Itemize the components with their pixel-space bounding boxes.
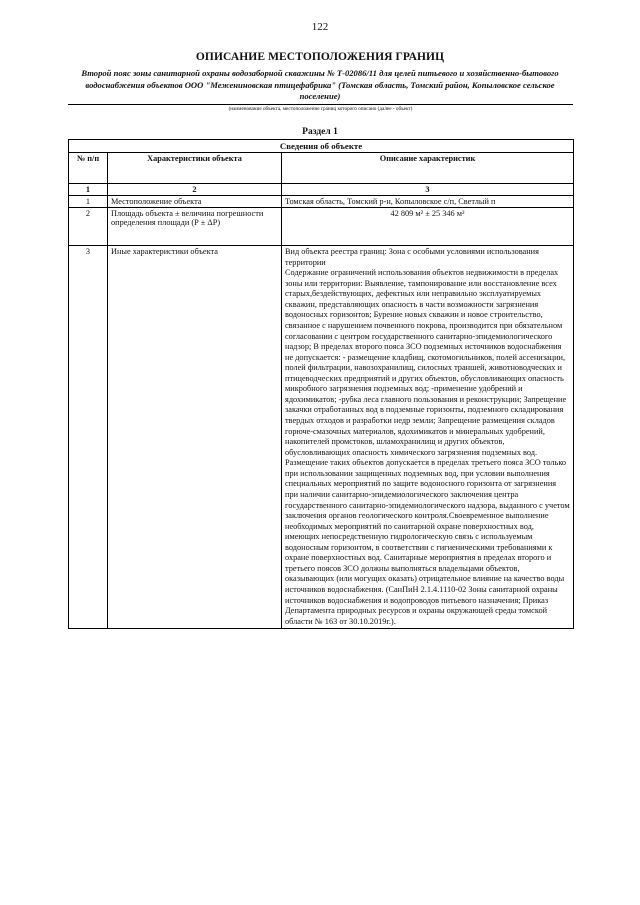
table-row bbox=[69, 196, 574, 208]
header-num: № п/п bbox=[69, 153, 108, 184]
page-number: 122 bbox=[311, 21, 329, 33]
table-row bbox=[69, 208, 574, 246]
column-number: 1 bbox=[69, 184, 108, 196]
table-caption-row bbox=[69, 140, 574, 153]
header-characteristic: Характеристики объекта bbox=[108, 153, 282, 184]
object-caption: (наименование объекта, местоположение границ которого описано (далее - объект) bbox=[228, 106, 413, 112]
row-number: 2 bbox=[69, 208, 108, 246]
object-description: Второй пояс зоны санитарной охраны водозаборной скважины № Т-02086/11 для целей питьевого и хозяйственно-бытового водоснабжения объектов ООО "Межениновская птицефабрика" (Томская область, Томский район, Копыловское сельское поселение) bbox=[81, 68, 559, 102]
row-characteristic: Иные характеристики объекта bbox=[108, 246, 282, 629]
row-number: 3 bbox=[69, 246, 108, 629]
row-characteristic: Площадь объекта ± величина погрешности определения площади (Р ± ΔР) bbox=[108, 208, 282, 246]
row-value: Томская область, Томский р-н, Копыловское с/п, Светлый п bbox=[282, 196, 574, 208]
row-characteristic: Местоположение объекта bbox=[108, 196, 282, 208]
row-value: Вид объекта реестра границ: Зона с особыми условиями использования территории Содержание ограничений использования объектов недвижимости в пределах зоны или территории: Выявление, тампонирование или восстановление всех старых,бездействующих, дефектных или неправильно эксплуатируемых скважин, представляющих опасность в части возможности загрязнения водоносных горизонтов; Бурение новых скважин и новое строительство, связанное с нарушением почвенного покрова, производится при обязательном согласовании с центром государственного санитарно-эпидемиологического надзор; В пределах второго пояса ЗСО подземных источников водоснабжения не допускается: - размещение кладбищ, скотомогильников, полей ассенизации, полей фильтрации, навозохранилищ, силосных траншей, животноводческих и птицеводческих предприятий и других объектов, обусловливающих опасность микробного загрязнения подземных вод; -применение удобрений и ядохимикатов; -рубка леса главного пользования и реконструкции; Запрещение закачки отработанных вод в подземные горизонты, подземного складирования твердых отходов и разработки недр земли; Запрещение размещения складов горюче-смазочных материалов, ядохимикатов и минеральных удобрений, накопителей промстоков, шламохранилищ и других объектов, обусловливающих опасность химического загрязнения подземных вод. Размещение таких объектов допускается в пределах третьего пояса ЗСО только при использовании защищенных подземных вод, при условии выполнения специальных мероприятий по защите водоносного горизонта от загрязнения при наличии санитарно-эпидемиологического заключения центра государственного санитарно-эпидемиологического надзора, выданного с учетом заключения органов геологического контроля.Своевременное выполнение необходимых мероприятий по санитарной охране поверхностных вод, имеющих непосредственную гидрологическую связь с используемым водоносным горизонтом, в соответствии с гигиеническими требованиями к охране поверхностных вод. Санитарные мероприятия в пределах второго и третьего поясов ЗСО должны выполняться владельцами объектов, оказывающих (или могущих оказать) отрицательное влияние на качество воды источников водоснабжения. (СанПиН 2.1.4.1110-02 Зоны санитарной охраны источников водоснабжения и водопроводов питьевого назначения; Приказ Департамента природных ресурсов и охраны окружающей среды томской области № 163 от 30.10.2019г.). bbox=[282, 246, 574, 629]
header-description: Описание характеристик bbox=[282, 153, 574, 184]
table-caption: Сведения об объекте bbox=[69, 140, 574, 153]
table-row bbox=[69, 246, 574, 629]
column-number: 3 bbox=[282, 184, 574, 196]
table-header-row bbox=[69, 153, 574, 184]
row-value: 42 809 м² ± 25 346 м² bbox=[282, 208, 574, 246]
column-number-row bbox=[69, 184, 574, 196]
column-number: 2 bbox=[108, 184, 282, 196]
section-title: Раздел 1 bbox=[302, 127, 338, 137]
object-info-table bbox=[68, 139, 574, 629]
row-number: 1 bbox=[69, 196, 108, 208]
underline-rule bbox=[68, 104, 573, 105]
document-title: ОПИСАНИЕ МЕСТОПОЛОЖЕНИЯ ГРАНИЦ bbox=[195, 51, 445, 63]
